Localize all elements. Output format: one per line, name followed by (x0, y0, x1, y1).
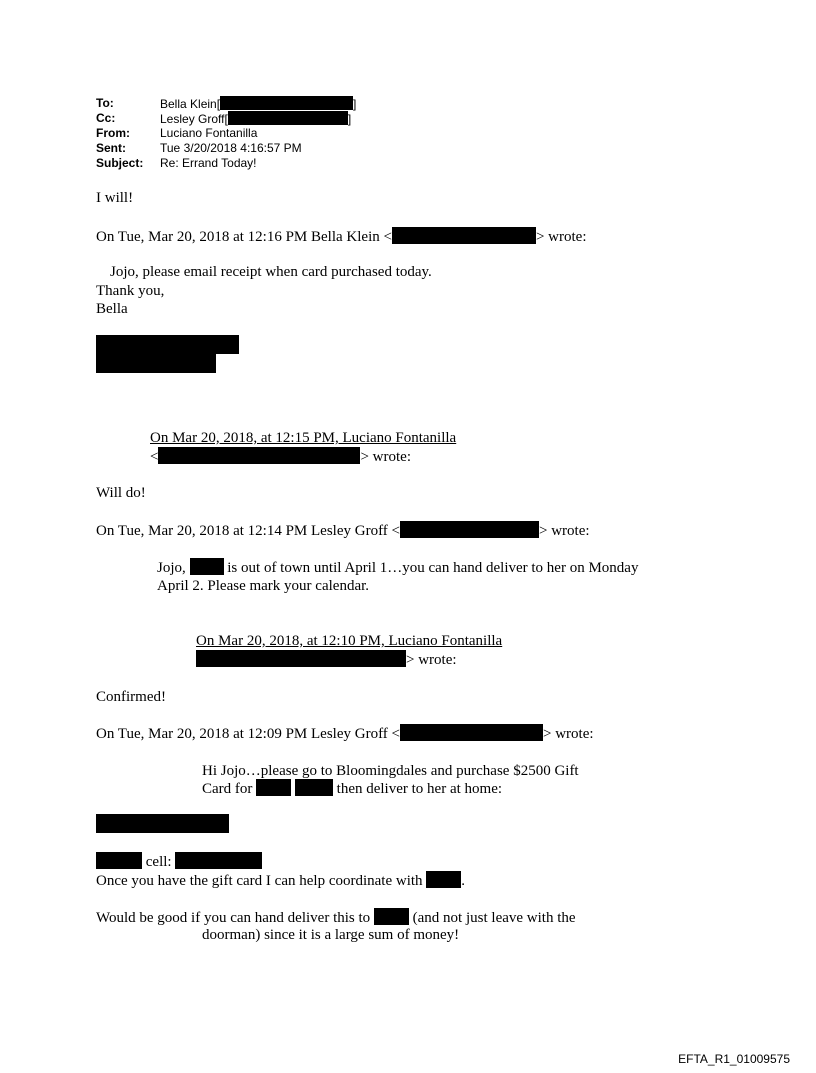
redaction-box (96, 335, 239, 354)
from-label: From: (96, 126, 130, 140)
quote-attribution: On Mar 20, 2018, at 12:10 PM, Luciano Fontanilla (196, 633, 503, 649)
quote-attribution: On Mar 20, 2018, at 12:15 PM, Luciano Fontanilla (150, 430, 457, 446)
sent-label: Sent: (96, 141, 126, 155)
redaction-box (374, 908, 409, 925)
message-text: then deliver to her at home: (336, 781, 503, 797)
redaction-box (196, 650, 406, 667)
message-line: Thank you, (96, 283, 165, 299)
attribution-text: > wrote: (543, 726, 594, 742)
redaction-box (190, 558, 224, 575)
message-line (202, 779, 502, 798)
message-line (96, 871, 465, 890)
cell-line (96, 852, 262, 871)
cc-value (160, 111, 351, 127)
reply-text: Confirmed! (96, 689, 166, 705)
from-value: Luciano Fontanilla (160, 126, 258, 140)
cc-name: Lesley Groff[ (160, 112, 228, 126)
cell-label: cell: (145, 854, 172, 870)
to-bracket: ] (353, 97, 357, 111)
redaction-box (426, 871, 461, 888)
reply-text: I will! (96, 190, 134, 206)
redaction-box (96, 852, 142, 869)
redaction-box (256, 779, 291, 796)
message-line: Bella (96, 301, 128, 317)
sent-value: Tue 3/20/2018 4:16:57 PM (160, 141, 302, 155)
attribution-text: > wrote: (360, 449, 411, 465)
redaction-box (220, 96, 353, 110)
document-id: EFTA_R1_01009575 (678, 1052, 790, 1066)
message-line: doorman) since it is a large sum of money! (202, 927, 460, 943)
redaction-box (158, 447, 360, 464)
message-line: Hi Jojo…please go to Bloomingdales and purchase $2500 Gift (202, 763, 579, 779)
attribution-text: On Tue, Mar 20, 2018 at 12:16 PM Bella Klein < (96, 229, 392, 245)
redaction-box (400, 724, 543, 741)
redaction-box (392, 227, 536, 244)
message-text: . (461, 873, 466, 889)
attribution-text: > wrote: (406, 652, 457, 668)
to-label: To: (96, 96, 114, 110)
attribution-text: > wrote: (535, 229, 587, 245)
quote-attribution (196, 650, 457, 669)
attribution-text: < (150, 449, 159, 465)
message-line (157, 558, 638, 577)
redaction-box (96, 814, 229, 833)
message-text: Card for (202, 781, 253, 797)
message-text: is out of town until April 1…you can hand deliver to her on Monday (227, 560, 639, 576)
quote-attribution (96, 724, 594, 743)
cc-label: Cc: (96, 111, 116, 125)
subject-value: Re: Errand Today! (160, 156, 257, 170)
message-line (96, 908, 576, 927)
message-line: April 2. Please mark your calendar. (157, 578, 370, 594)
message-line: Jojo, please email receipt when card purchased today. (110, 264, 432, 280)
quote-attribution (96, 521, 590, 540)
message-text: Once you have the gift card I can help coordinate with (96, 873, 423, 889)
subject-label: Subject: (96, 156, 144, 170)
redaction-box (96, 354, 216, 373)
message-text: (and not just leave with the (412, 910, 576, 926)
to-value (160, 96, 356, 112)
attribution-text: On Tue, Mar 20, 2018 at 12:09 PM Lesley Groff < (96, 726, 401, 742)
attribution-text: On Tue, Mar 20, 2018 at 12:14 PM Lesley Groff < (96, 523, 401, 539)
cc-bracket: ] (347, 112, 352, 126)
reply-text: Will do! (96, 485, 146, 501)
message-text: Jojo, (157, 560, 186, 576)
redaction-box (400, 521, 539, 538)
to-name: Bella Klein[ (160, 97, 221, 111)
quote-attribution (96, 227, 587, 246)
redaction-box (175, 852, 262, 869)
attribution-text: > wrote: (539, 523, 590, 539)
message-text: Would be good if you can hand deliver this to (96, 910, 371, 926)
redaction-box (228, 111, 348, 125)
redaction-box (295, 779, 333, 796)
quote-attribution (150, 447, 411, 466)
